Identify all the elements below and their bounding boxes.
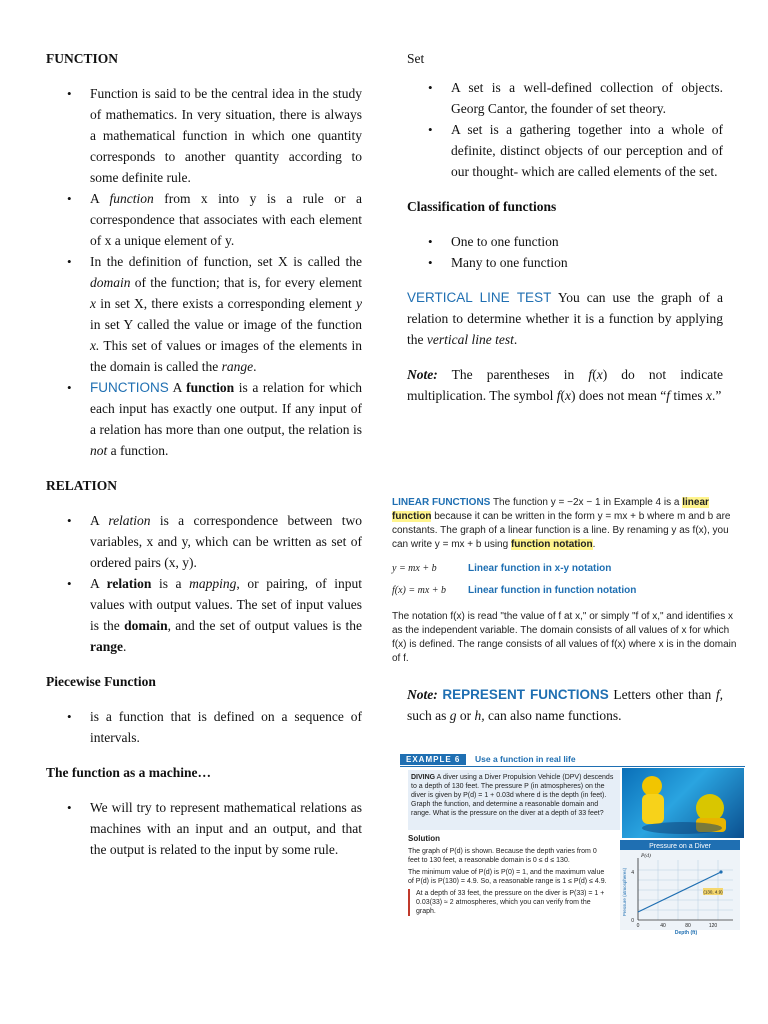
set-item-2: • A set is a gathering together into a whole of definite, distinct objects of our perception and of our thought- which are called elements of the set.: [451, 119, 723, 182]
relation-heading: RELATION: [46, 478, 118, 493]
function-item-1: • Function is said to be the central idea in the study of mathematics. In very situation, there is always a mathematical function in which one quantity corresponds to another quantity according to some definite rule.: [90, 83, 362, 188]
piecewise-list: [46, 706, 362, 748]
function-list: [46, 83, 362, 461]
piecewise-heading: Piecewise Function: [46, 674, 156, 689]
linear-functions-figure: [392, 496, 742, 666]
linear-functions-text: LINEAR FUNCTIONS The function y = −2x − 1 in Example 4 is a linear function because it can be written in the form y = mx + b where m and b are constants. The graph of a linear function is a line. By renaming y as f(x), you can write y = mx + b using function notation.: [392, 497, 731, 550]
relation-list: [46, 510, 362, 657]
y-tick-0: 0: [631, 918, 634, 924]
function-item-3: • In the definition of function, set X is called the domain of the function; that is, for every element x in set X, there exists a corresponding element y in set Y called the value or image of the function x. This set of values or images of the elements in the domain is called the range.: [90, 251, 362, 377]
machine-heading: The function as a machine…: [46, 765, 212, 780]
equation-row-1: y = mx + b Linear function in x-y notation: [392, 563, 612, 574]
notation-paragraph: The notation f(x) is read "the value of f at x," or simply "f of x," and identifies x as the independent variable. The domain consists of all values of x for which f(x) is defined. The range consists of all values of f(x) where x is in the domain of f.: [392, 611, 737, 664]
graph-y-label: Pressure (atmospheres): [622, 867, 627, 917]
classification-item-2: • Many to one function: [451, 252, 723, 273]
endpoint-marker: [719, 870, 722, 873]
relation-item-2: • A relation is a mapping, or pairing, of input values with output values. The set of input values is the domain, and the set of output values is the range.: [90, 573, 362, 657]
x-tick-0: 0: [636, 923, 640, 929]
machine-list: [46, 797, 362, 860]
function-heading: FUNCTION: [46, 51, 119, 66]
machine-item-1: • We will try to represent mathematical relations as machines with an input and an output, and that the output is related to the input by some rule.: [90, 797, 362, 860]
example-title: Use a function in real life: [475, 754, 576, 764]
example-badge: EXAMPLE 6: [400, 754, 466, 765]
example-rule: [400, 766, 745, 767]
right-column: [407, 44, 723, 406]
function-item-4: • FUNCTIONS A function is a relation for which each input has exactly one output. If any input of a relation has more than one output, the relation is not a function.: [90, 377, 362, 461]
set-item-1: • A set is a well-defined collection of objects. Georg Cantor, the founder of set theory.: [451, 77, 723, 119]
example-6-figure: [400, 754, 745, 939]
set-heading: Set: [407, 51, 425, 66]
left-column: [46, 44, 362, 860]
classification-heading: Classification of functions: [407, 199, 557, 214]
graph-point-label: (130, 4.9): [703, 889, 723, 895]
graph-title: Pressure on a Diver: [649, 843, 711, 850]
equation-row-2: f(x) = mx + b Linear function in function notation: [392, 585, 637, 596]
example-problem: DIVING A diver using a Diver Propulsion Vehicle (DPV) descends to a depth of 130 feet. The pressure P (in atmospheres) on the diver is given by P(d) = 1 + 0.03d where d is the depth (in feet). Graph the function, and determine a reasonable domain and range. What is the pressure on the diver at a depth of 33 feet?: [408, 770, 620, 830]
vertical-line-test: VERTICAL LINE TEST You can use the graph of a relation to determine whether it is a function by applying the vertical line test.: [407, 290, 723, 347]
function-item-2: • A function from x into y is a rule or a correspondence that associates with each element of x a unique element of y.: [90, 188, 362, 251]
graph-x-label: Depth (ft): [674, 930, 698, 936]
example-solution: Solution The graph of P(d) is shown. Because the depth varies from 0 feet to 130 feet, a reasonable domain is 0 ≤ d ≤ 130. The minimum value of P(d) is P(0) = 1, and the maximum value of P(d) is P(130) = 4.9. So, a reasonable range is 1 ≤ P(d) ≤ 4.9. At a depth of 33 feet, the pressure on the diver is P(33) = 1 + 0.03(33) ≈ 2 atmospheres, which you can verify from the graph.: [408, 834, 607, 915]
set-list: [407, 77, 723, 182]
relation-item-1: • A relation is a correspondence between two variables, x and y, which can be written as set of ordered pairs (x, y).: [90, 510, 362, 573]
classification-list: [407, 231, 723, 273]
piecewise-item-1: • is a function that is defined on a sequence of intervals.: [90, 706, 362, 748]
pressure-graph: [608, 840, 742, 938]
graph-y-axis-name: P(d): [641, 853, 651, 859]
classification-item-1: • One to one function: [451, 231, 723, 252]
x-tick-40: 40: [660, 923, 666, 929]
example-header: [400, 754, 745, 767]
diver-photo: [622, 768, 744, 838]
note-represent-functions: Note: REPRESENT FUNCTIONS Letters other than f, such as g or h, can also name functions.: [407, 687, 724, 723]
x-tick-80: 80: [685, 923, 691, 929]
x-tick-120: 120: [708, 923, 718, 929]
y-tick-4: 4: [631, 870, 634, 876]
note-parentheses: Note: The parentheses in f(x) do not indicate multiplication. The symbol f(x) does not mean “f times x.”: [407, 367, 723, 403]
